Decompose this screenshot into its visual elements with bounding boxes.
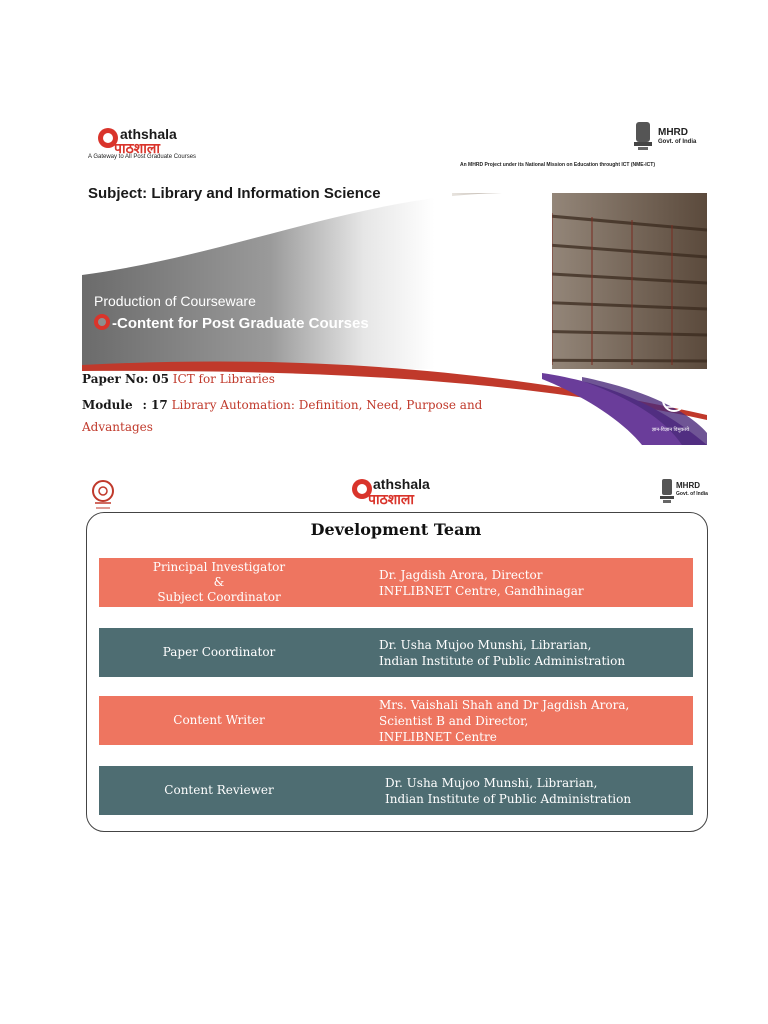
person-line: Dr. Usha Mujoo Munshi, Librarian, bbox=[379, 637, 592, 652]
logo-tagline: A Gateway to All Post Graduate Courses bbox=[88, 154, 197, 160]
logo-text-hi: पाठशाला bbox=[114, 140, 160, 156]
paper-label: Paper No: bbox=[82, 372, 149, 386]
team-role bbox=[99, 696, 339, 745]
econtent-heading bbox=[94, 314, 369, 332]
team-row bbox=[99, 558, 693, 607]
team-role bbox=[99, 766, 339, 815]
team-role bbox=[99, 628, 339, 677]
ugc-caption: ज्ञान-विज्ञान विमुक्तये bbox=[651, 427, 689, 433]
role-line: Subject Coordinator bbox=[157, 590, 281, 604]
team-row bbox=[99, 696, 693, 745]
subject-label: Subject: bbox=[88, 185, 148, 202]
person-line: Dr. Jagdish Arora, Director bbox=[379, 567, 543, 582]
team-row bbox=[99, 766, 693, 815]
team-row bbox=[99, 628, 693, 677]
module-line-2 bbox=[82, 420, 153, 434]
e-letter-icon bbox=[94, 314, 110, 330]
govt-label: Govt. of India bbox=[658, 139, 697, 145]
module-label: Module bbox=[82, 398, 133, 412]
person-line: Indian Institute of Public Administration bbox=[385, 791, 632, 806]
production-text: Production of Courseware bbox=[94, 293, 256, 309]
ugc-logo-icon bbox=[90, 478, 116, 512]
person-line: INFLIBNET Centre bbox=[379, 729, 497, 744]
team-person bbox=[379, 558, 584, 607]
team-person bbox=[379, 696, 629, 745]
subject-heading bbox=[88, 185, 381, 202]
econtent-text: -Content for Post Graduate Courses bbox=[112, 315, 369, 332]
module-title-cont: Advantages bbox=[82, 420, 153, 434]
person-line: Scientist B and Director, bbox=[379, 713, 529, 728]
role-line: Paper Coordinator bbox=[162, 645, 276, 659]
course-banner bbox=[82, 115, 707, 445]
subject-value: Library and Information Science bbox=[151, 185, 381, 202]
team-person bbox=[385, 766, 631, 815]
role-line: Content Reviewer bbox=[164, 783, 274, 797]
mission-text: An MHRD Project under its National Mission on Education throught ICT (NME-ICT) bbox=[460, 162, 655, 168]
team-national-emblem-icon bbox=[659, 478, 675, 506]
team-mhrd-label: MHRD bbox=[676, 481, 700, 490]
person-line: Mrs. Vaishali Shah and Dr Jagdish Arora, bbox=[379, 697, 630, 712]
ugc-seal-icon bbox=[661, 387, 687, 413]
team-role bbox=[99, 558, 339, 607]
team-govt-label: Govt. of India bbox=[676, 491, 708, 497]
national-emblem-icon bbox=[632, 120, 654, 154]
paper-number: 05 bbox=[152, 372, 169, 386]
module-number: : 17 bbox=[142, 398, 168, 412]
role-line: Principal Investigator bbox=[152, 560, 286, 574]
team-logo-text-en: athshala bbox=[373, 476, 430, 492]
logo-text-en: athshala bbox=[120, 126, 177, 142]
module-title: Library Automation: Definition, Need, Purpose and bbox=[171, 398, 483, 412]
module-line bbox=[82, 398, 482, 412]
paper-title: ICT for Libraries bbox=[172, 372, 275, 386]
mhrd-label: MHRD bbox=[658, 127, 688, 138]
person-line: INFLIBNET Centre, Gandhinagar bbox=[379, 583, 584, 598]
paper-line bbox=[82, 372, 275, 386]
development-team-title: Development Team bbox=[310, 520, 482, 539]
person-line: Indian Institute of Public Administration bbox=[379, 653, 626, 668]
role-line: Content Writer bbox=[173, 713, 265, 727]
person-line: Dr. Usha Mujoo Munshi, Librarian, bbox=[385, 775, 598, 790]
team-person bbox=[379, 628, 625, 677]
role-line: & bbox=[213, 575, 225, 589]
team-logo-text-hi: पाठशाला bbox=[368, 491, 414, 507]
